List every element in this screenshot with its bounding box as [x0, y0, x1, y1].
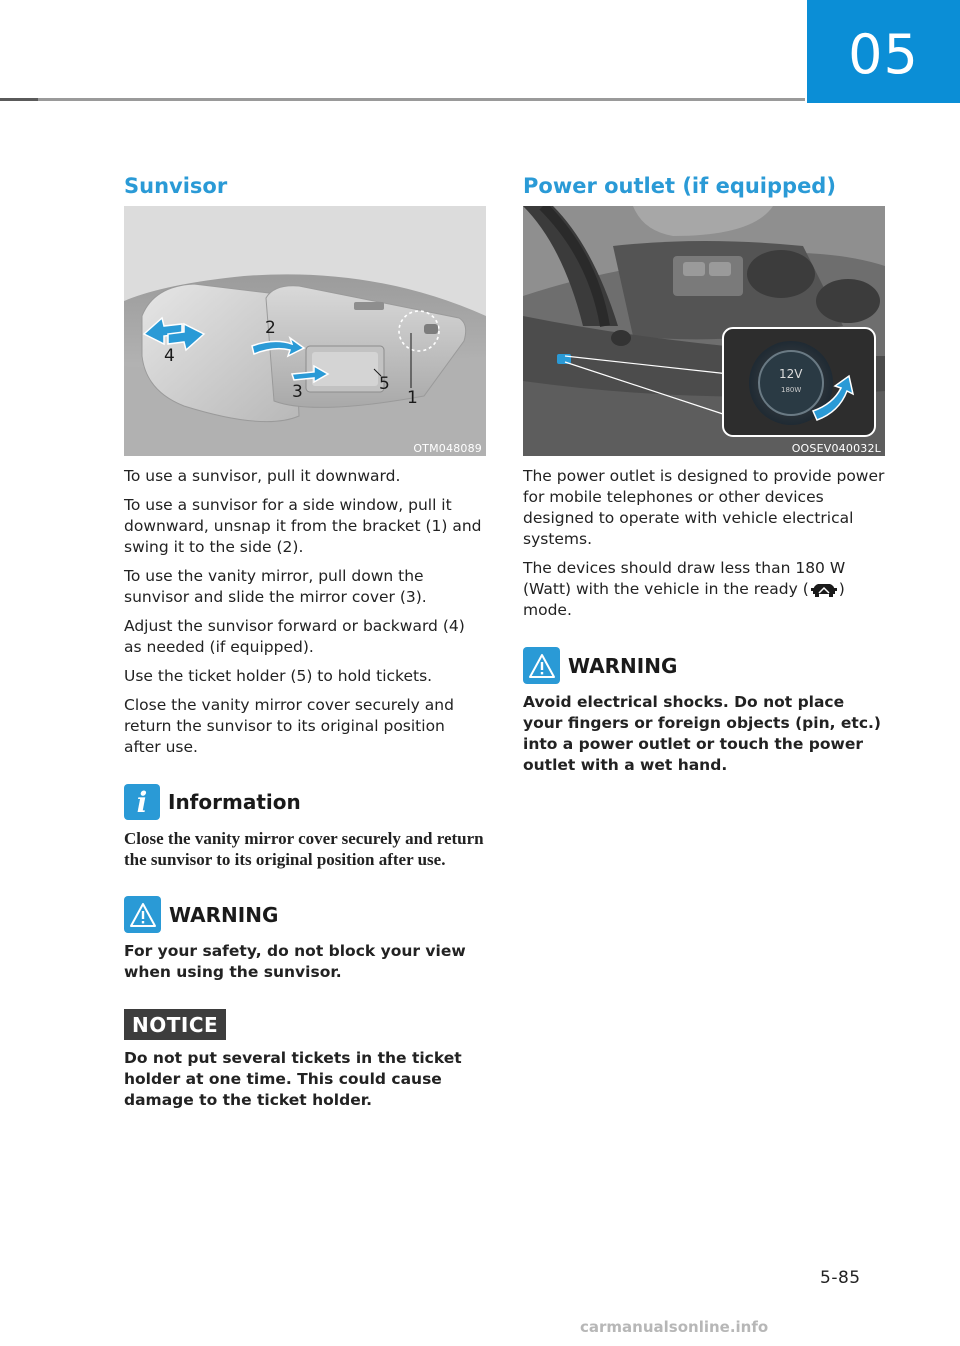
warning-icon	[523, 647, 560, 684]
power-outlet-section	[523, 170, 885, 776]
info-icon: i	[124, 784, 160, 820]
watermark: carmanualsonline.info	[580, 1318, 769, 1336]
information-header	[124, 784, 486, 820]
warning-label: WARNING	[568, 653, 678, 678]
warning-icon	[124, 896, 161, 933]
sunvisor-illustration	[124, 206, 486, 456]
chapter-rule	[0, 98, 805, 101]
information-label: Information	[168, 790, 301, 814]
warning-header	[523, 647, 885, 684]
callout-3: 3	[292, 382, 303, 402]
page-number: 5-85	[820, 1268, 861, 1288]
callout-2: 2	[265, 318, 276, 338]
ready-mode-icon	[809, 580, 839, 598]
paragraph: Use the ticket holder (5) to hold tickets.	[124, 667, 433, 685]
socket-label: 12V	[779, 367, 803, 381]
paragraph: The power outlet is designed to provide power for mobile telephones or other devices designed to operate with vehicle electrical systems.	[523, 467, 885, 548]
paragraph: Close the vanity mirror cover securely and return the sunvisor to its original position after use.	[124, 696, 454, 756]
warning-text: For your safety, do not block your view when using the sunvisor.	[124, 942, 466, 981]
paragraph: To use a sunvisor for a side window, pull it downward, unsnap it from the bracket (1) and swing it to the side (2).	[124, 496, 482, 556]
information-text: Close the vanity mirror cover securely and return the sunvisor to its original position after use.	[124, 829, 484, 869]
warning-header	[124, 896, 486, 933]
figure-code: OTM048089	[413, 442, 482, 455]
socket-sub: 180W	[781, 386, 802, 394]
power-outlet-figure	[523, 206, 885, 456]
paragraph-text: ) mode.	[523, 580, 845, 619]
sunvisor-section	[124, 170, 486, 1111]
paragraph-text: The devices should draw less than 180 W (Watt) with the vehicle in the ready (	[523, 559, 846, 598]
callout-5: 5	[379, 374, 390, 394]
figure-code: OOSEV040032L	[791, 442, 881, 455]
callout-4: 4	[164, 346, 175, 366]
paragraph	[523, 558, 885, 621]
paragraph: Adjust the sunvisor forward or backward (4) as needed (if equipped).	[124, 617, 465, 656]
callout-1: 1	[407, 388, 418, 408]
sunvisor-figure	[124, 206, 486, 456]
chapter-tab: 05	[807, 0, 960, 103]
warning-label: WARNING	[169, 902, 279, 927]
power-outlet-illustration	[523, 206, 885, 456]
section-title: Sunvisor	[124, 174, 228, 198]
section-title: Power outlet (if equipped)	[523, 174, 836, 198]
paragraph: To use a sunvisor, pull it downward.	[124, 467, 401, 485]
notice-badge: NOTICE	[124, 1009, 226, 1040]
warning-text: Avoid electrical shocks. Do not place your fingers or foreign objects (pin, etc.) into a power outlet or touch the power outlet with a wet hand.	[523, 693, 881, 774]
notice-text: Do not put several tickets in the ticket holder at one time. This could cause damage to the ticket holder.	[124, 1049, 462, 1109]
paragraph: To use the vanity mirror, pull down the sunvisor and slide the mirror cover (3).	[124, 567, 427, 606]
